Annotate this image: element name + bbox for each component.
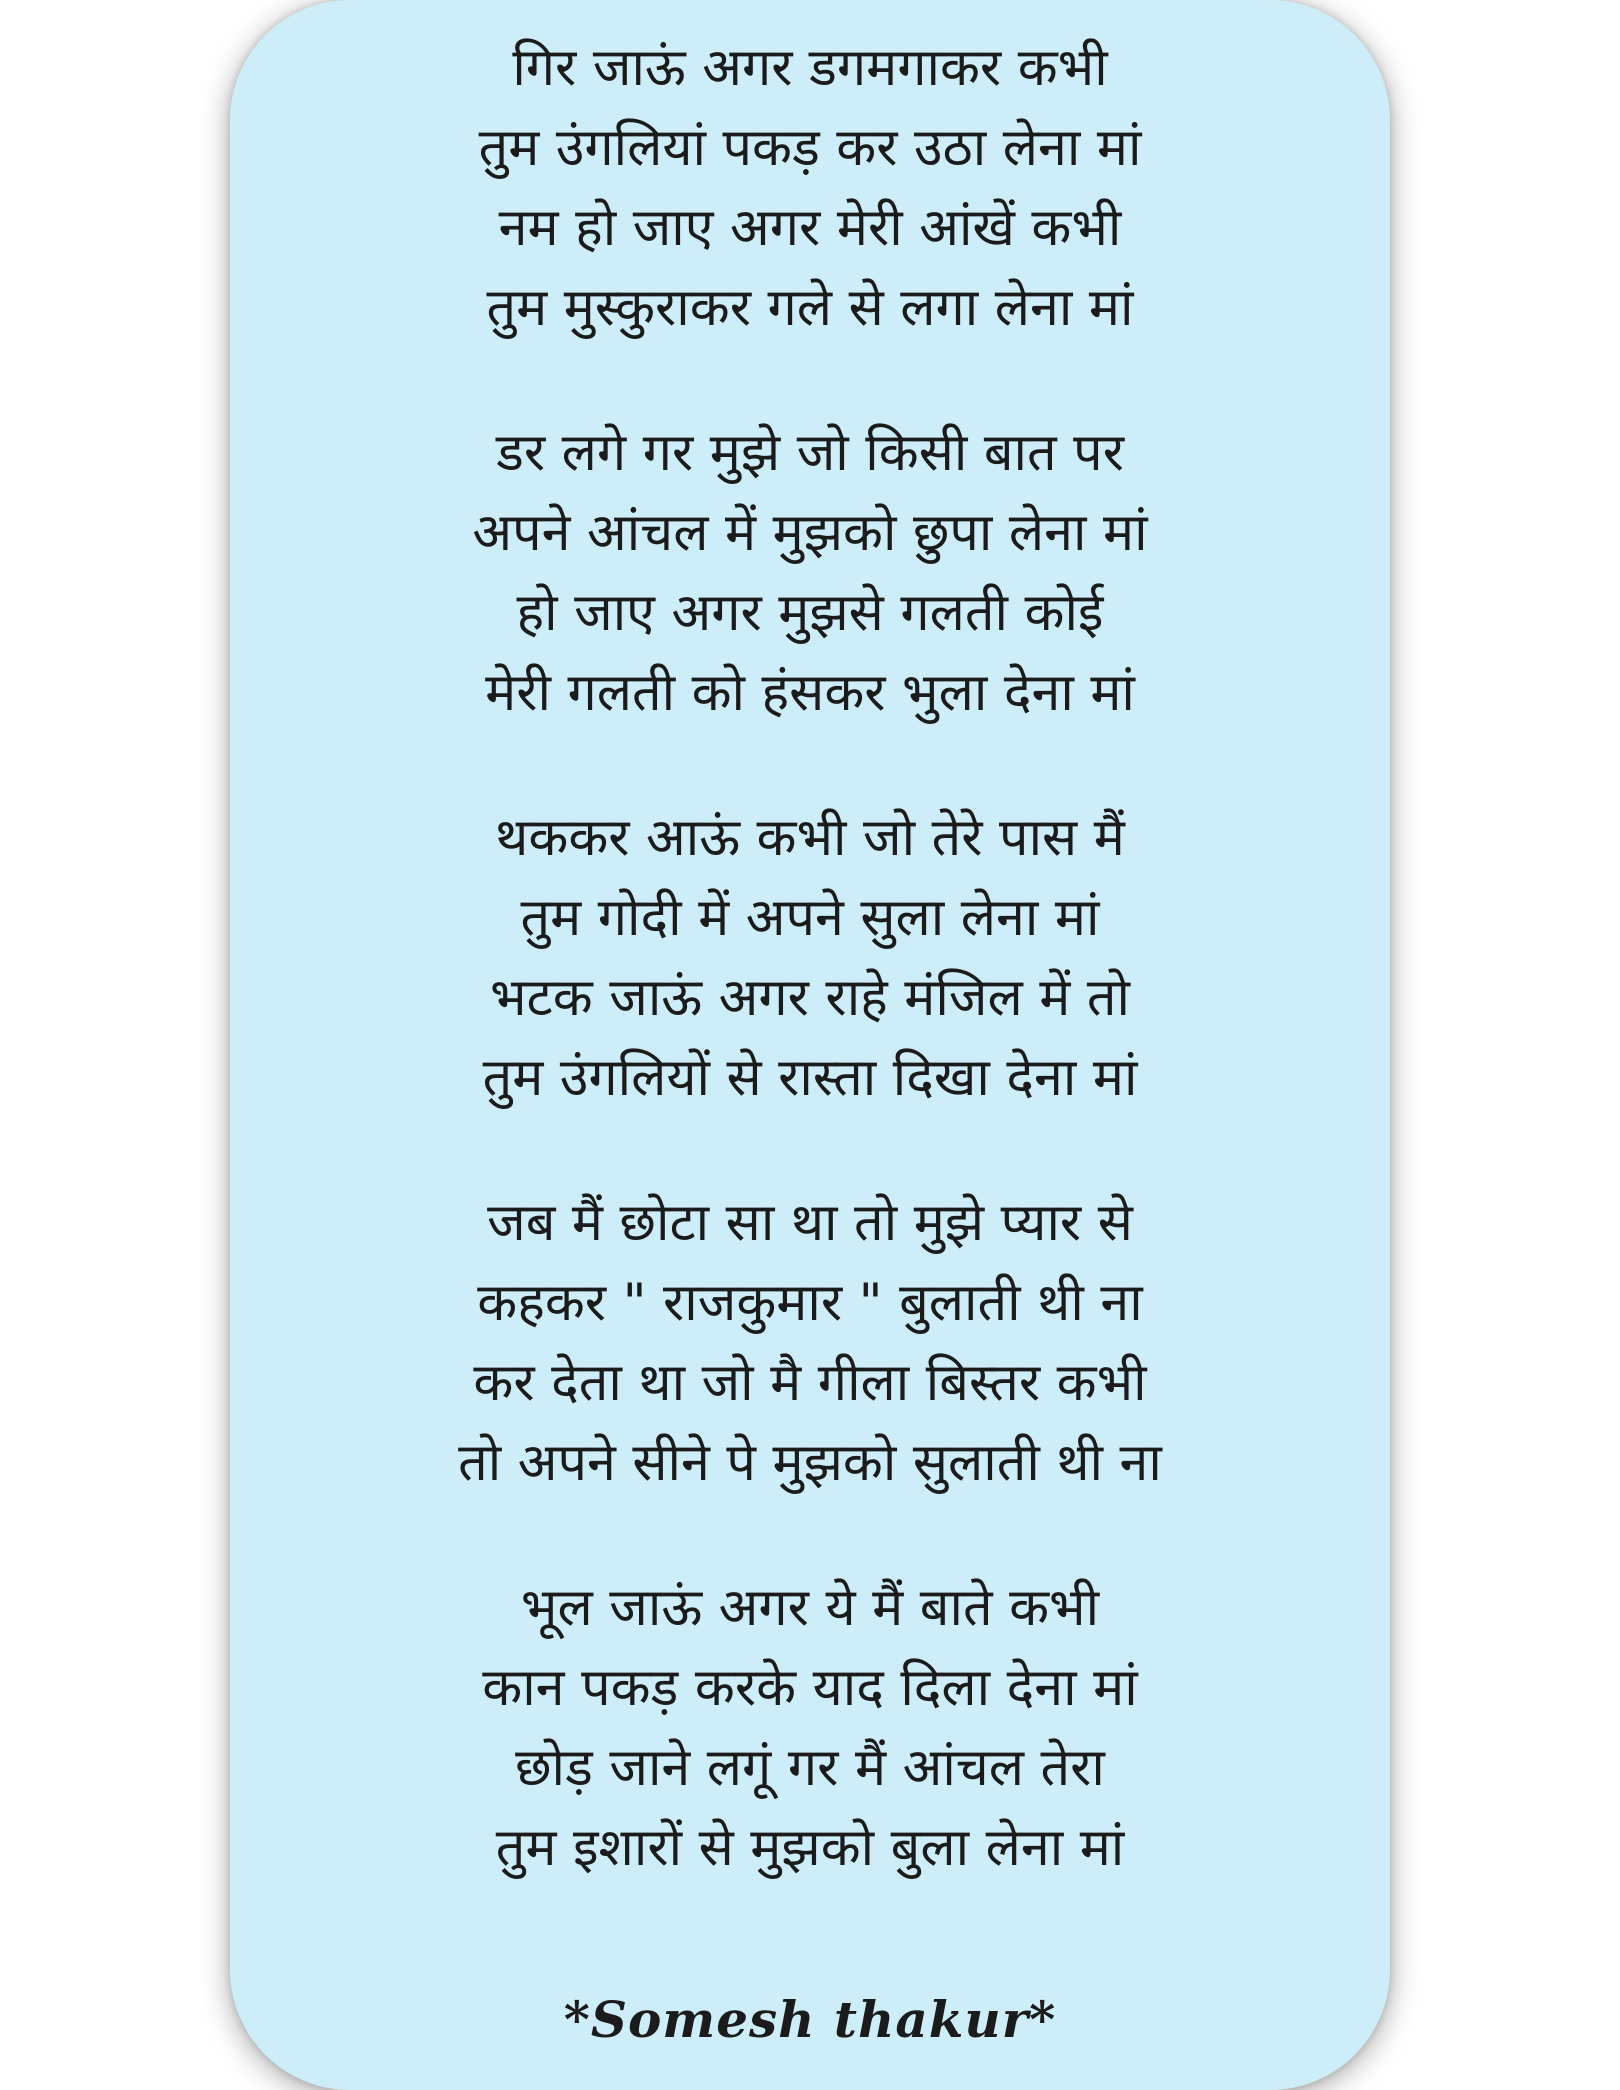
poem-line: अपने आंचल में मुझको छुपा लेना मां xyxy=(472,503,1148,563)
stanza-4 xyxy=(230,1183,1390,1503)
poem-line: तुम इशारों से मुझको बुला लेना मां xyxy=(495,1818,1125,1878)
poem-line: हो जाए अगर मुझसे गलती कोई xyxy=(516,583,1104,643)
author-signature: *Somesh thakur* xyxy=(563,1990,1057,2049)
poem-line: कर देता था जो मै गीला बिस्तर कभी xyxy=(473,1353,1147,1413)
stanza-1 xyxy=(230,28,1390,348)
poem-text xyxy=(230,28,1390,1953)
poem-line: छोड़ जाने लगूं गर मैं आंचल तेरा xyxy=(515,1738,1105,1798)
poem-line: थककर आऊं कभी जो तेरे पास मैं xyxy=(495,808,1125,868)
poem-line: भटक जाऊं अगर राहे मंजिल में तो xyxy=(490,968,1130,1028)
poem-line: कान पकड़ करके याद दिला देना मां xyxy=(482,1658,1138,1718)
poem-line: तो अपने सीने पे मुझको सुलाती थी ना xyxy=(458,1433,1162,1493)
poem-line: डर लगे गर मुझे जो किसी बात पर xyxy=(496,423,1124,483)
poem-line: नम हो जाए अगर मेरी आंखें कभी xyxy=(498,198,1122,258)
poem-line: तुम मुस्कुराकर गले से लगा लेना मां xyxy=(486,278,1134,338)
poem-line: कहकर " राजकुमार " बुलाती थी ना xyxy=(477,1273,1143,1333)
poem-line: तुम गोदी में अपने सुला लेना मां xyxy=(520,888,1100,948)
stanza-5 xyxy=(230,1568,1390,1888)
poem-line: जब मैं छोटा सा था तो मुझे प्यार से xyxy=(487,1193,1133,1253)
stanza-3 xyxy=(230,798,1390,1118)
poem-line: गिर जाऊं अगर डगमगाकर कभी xyxy=(512,38,1108,98)
poem-line: तुम उंगलियों से रास्ता दिखा देना मां xyxy=(482,1048,1138,1108)
poem-line: मेरी गलती को हंसकर भुला देना मां xyxy=(485,663,1135,723)
poem-line: भूल जाऊं अगर ये मैं बाते कभी xyxy=(520,1578,1100,1638)
poem-line: तुम उंगलियां पकड़ कर उठा लेना मां xyxy=(478,118,1142,178)
stanza-2 xyxy=(230,413,1390,733)
